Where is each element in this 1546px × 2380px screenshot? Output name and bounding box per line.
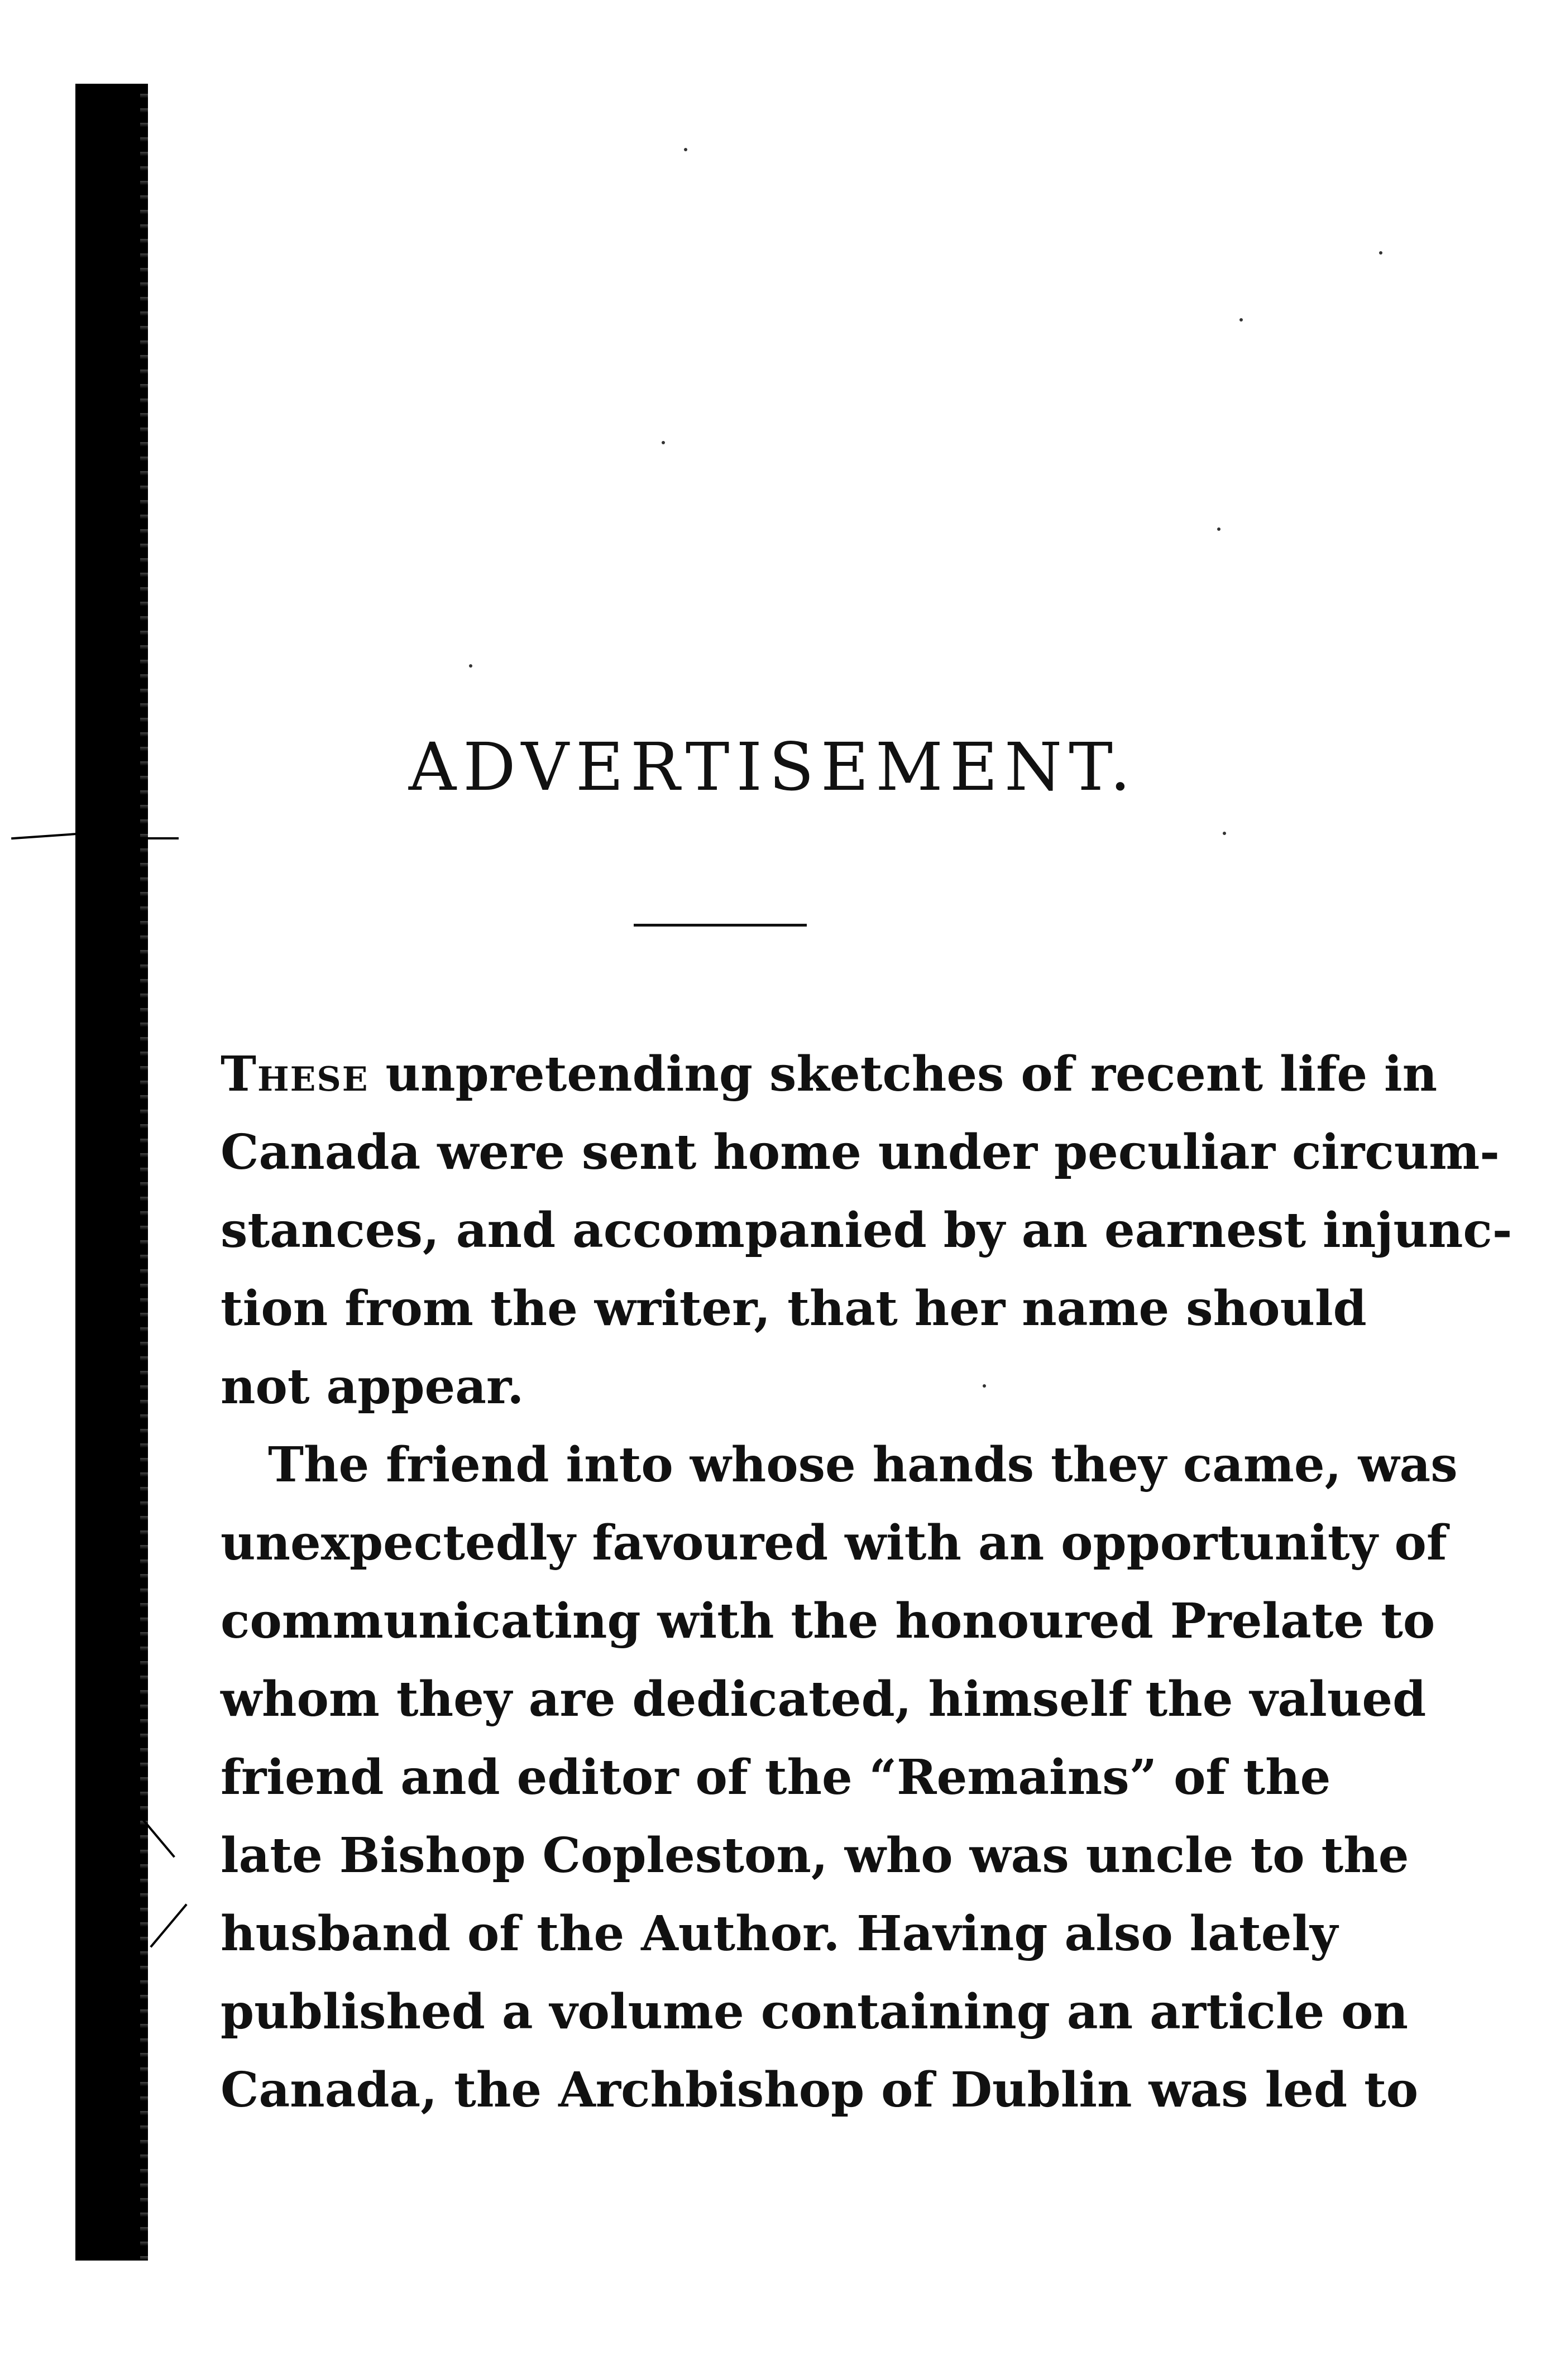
text-line: stances, and accompanied by an earnest injunc- (221, 1202, 1513, 1259)
scan-speck (684, 148, 687, 151)
scan-speck (1217, 527, 1220, 531)
text-line: Canada, the Archbishop of Dublin was led to (221, 2062, 1419, 2118)
text-line: The friend into whose hands they came, was (268, 1437, 1458, 1493)
title-divider (634, 924, 807, 927)
text-line: published a volume containing an article on (221, 1984, 1409, 2040)
text-line: friend and editor of the “Remains” of the (221, 1749, 1331, 1806)
text-line: unexpectedly favoured with an opportunity of (221, 1515, 1447, 1571)
scan-mark (150, 1903, 187, 1947)
scan-speck (1223, 832, 1226, 835)
text-line: Canada were sent home under peculiar circum- (221, 1124, 1500, 1181)
page-title: ADVERTISEMENT. (408, 728, 1138, 805)
scan-speck (1239, 318, 1243, 322)
scan-speck (662, 441, 665, 444)
text-line: husband of the Author. Having also lately (221, 1906, 1338, 1962)
scan-mark (134, 837, 179, 839)
scan-speck (469, 664, 472, 668)
text-line: whom they are dedicated, himself the valued (221, 1671, 1427, 1728)
text-line: tion from the writer, that her name should (221, 1280, 1367, 1337)
paragraph-2 (221, 1426, 1458, 2129)
scan-speck (1379, 251, 1382, 255)
text-line (221, 1035, 1438, 1114)
text-line: communicating with the honoured Prelate to (221, 1593, 1435, 1649)
text-line: not appear. (221, 1359, 524, 1415)
text-line-content: unpretending sketches of recent life in (368, 1046, 1438, 1102)
scan-binding-shadow (75, 84, 142, 2261)
text-line: late Bishop Copleston, who was uncle to the (221, 1827, 1409, 1884)
lead-word: These (221, 1046, 369, 1102)
paragraph-1 (221, 1035, 1513, 1426)
